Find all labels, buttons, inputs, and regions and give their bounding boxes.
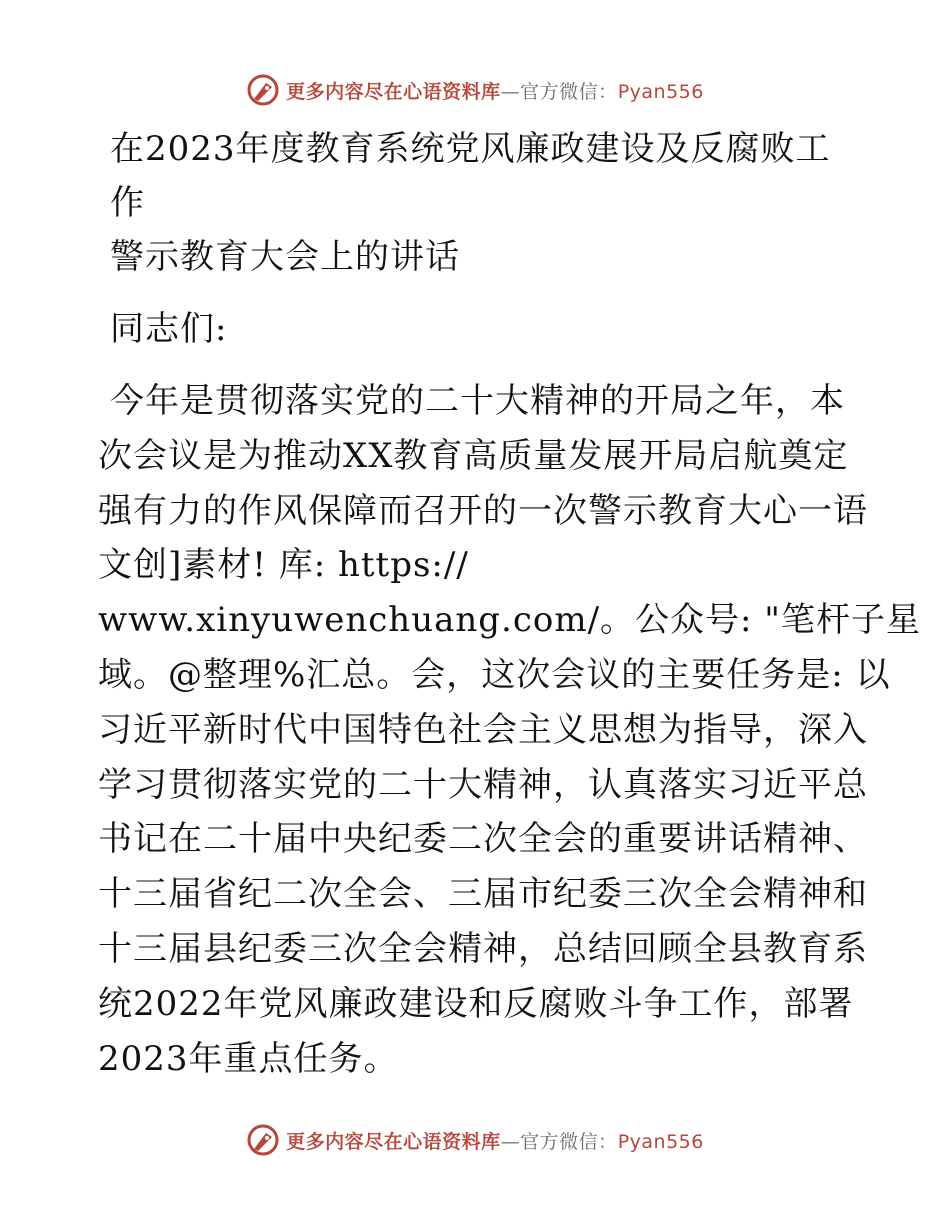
paragraph-line: 2023年重点任务。 [98, 1038, 399, 1079]
paragraph-line: www.xinyuwenchuang.com/。公众号: "笔杆子星 [98, 600, 921, 641]
banner-separator: — [500, 80, 521, 103]
pen-nib-logo-icon [246, 73, 280, 107]
paragraph-line: 次会议是为推动XX教育高质量发展开局启航奠定 [98, 435, 849, 476]
banner-text [286, 1127, 704, 1154]
body-paragraph [98, 374, 921, 1086]
banner-main-text: 更多内容尽在心语资料库 [286, 1130, 501, 1153]
header-banner [0, 70, 950, 110]
paragraph-line: 十三届省纪二次全会、三届市纪委三次全会精神和 [98, 874, 868, 915]
paragraph-line: 域。@整理%汇总。会，这次会议的主要任务是: 以 [98, 654, 891, 695]
paragraph-line: 文创]素材! 库: https:// [98, 545, 469, 586]
paragraph-line: 今年是贯彻落实党的二十大精神的开局之年，本 [110, 381, 845, 421]
document-body [98, 122, 921, 1086]
salutation: 同志们: [110, 309, 228, 349]
banner-separator: — [500, 1130, 521, 1153]
banner-wechat-id: Pyan556 [617, 1130, 704, 1153]
banner-main-text: 更多内容尽在心语资料库 [286, 80, 501, 103]
banner-text [286, 77, 704, 104]
banner-wechat-label: 官方微信： [520, 1130, 618, 1153]
paragraph-line: 习近平新时代中国特色社会主义思想为指导，深入 [98, 709, 868, 750]
paragraph-line: 十三届县纪委三次全会精神，总结回顾全县教育系 [98, 928, 868, 969]
footer-banner [0, 1120, 950, 1160]
banner-wechat-id: Pyan556 [617, 80, 704, 103]
paragraph-line: 强有力的作风保障而召开的一次警示教育大心一语 [98, 490, 868, 531]
paragraph-line: 学习贯彻落实党的二十大精神，认真落实习近平总 [98, 764, 868, 805]
paragraph-line: 统2022年党风廉政建设和反腐败斗争工作，部署 [98, 983, 854, 1024]
document-title [98, 122, 858, 284]
title-line-2: 警示教育大会上的讲话 [110, 237, 460, 277]
pen-nib-logo-icon [246, 1123, 280, 1157]
paragraph-line: 书记在二十届中央纪委二次全会的重要讲话精神、 [98, 819, 868, 860]
title-line-1: 在2023年度教育系统党风廉政建设及反腐败工作 [110, 129, 831, 223]
banner-wechat-label: 官方微信： [520, 80, 618, 103]
